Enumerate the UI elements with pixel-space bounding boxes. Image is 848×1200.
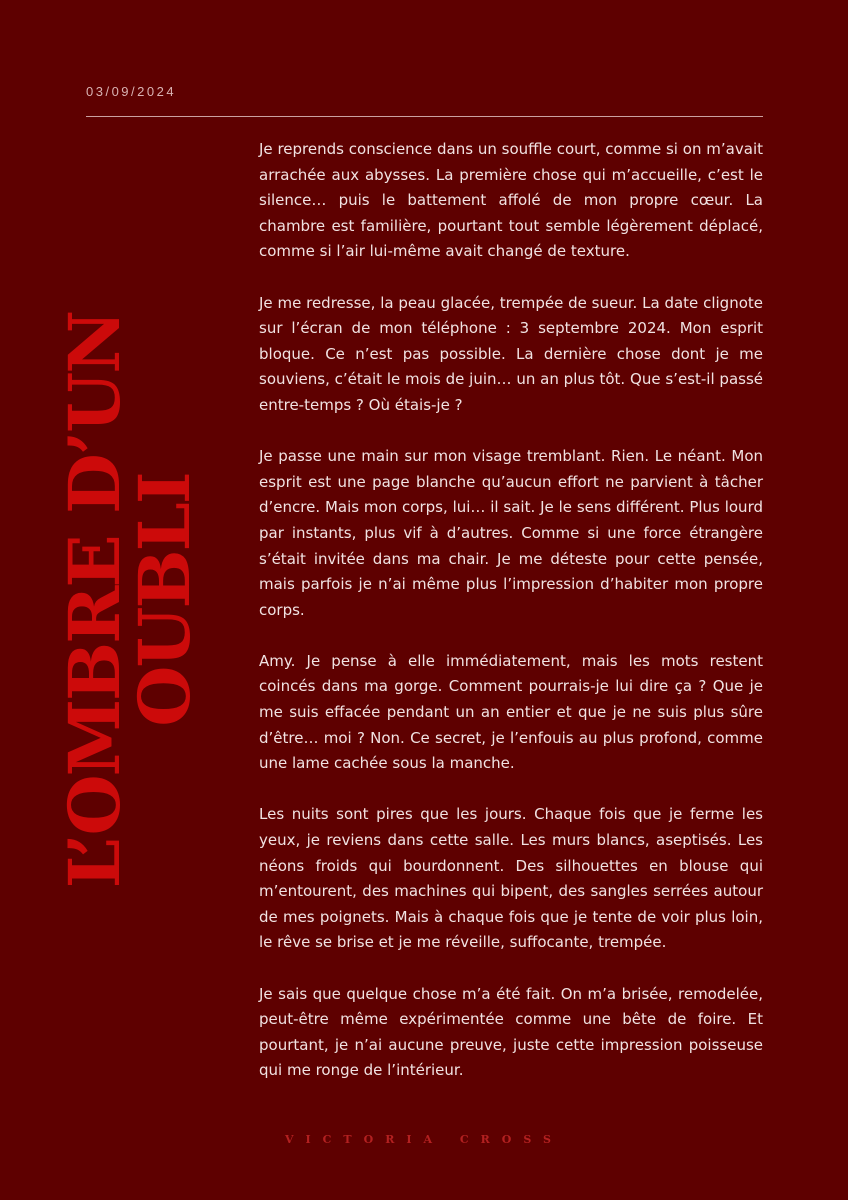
page-title <box>53 311 206 889</box>
story-body <box>259 137 763 1110</box>
title-line-1: L’OMBRE D’UN <box>53 311 136 889</box>
paragraph-2: Je me redresse, la peau glacée, trempée de sueur. La date clignote sur l’écran de mon téléphone : 3 septembre 2024. Mon esprit bloque. Ce n’est pas possible. La dernière chose dont je me souviens, c’était le mois de juin… un an plus tôt. Que s’est-il passé entre-temps ? Où étais-je ? <box>259 293 763 414</box>
title-line-2: OUBLI <box>123 473 206 727</box>
paragraph-5: Les nuits sont pires que les jours. Chaque fois que je ferme les yeux, je reviens dans cette salle. Les murs blancs, aseptisés. Les néons froids qui bourdonnent. Des silhouettes en blouse qui m’entourent, des machines qui bipent, des sangles serrées autour de mes poignets. Mais à chaque fois que je tente de voir plus loin, le rêve se brise et je me réveille, suffocante, trempée. <box>259 805 763 952</box>
date-label: 03/09/2024 <box>86 84 177 99</box>
paragraph-3: Je passe une main sur mon visage tremblant. Rien. Le néant. Mon esprit est une page blanche qu’aucun effort ne parvient à tâcher d’encre. Mais mon corps, lui… il sait. Je le sens différent. Plus lourd par instants, plus vif à d’autres. Comme si une force étrangère s’était invitée dans ma chair. Je me déteste pour cette pensée, mais parfois je n’ai même plus l’impression d’habiter mon propre corps. <box>259 447 763 619</box>
paragraph-6: Je sais que quelque chose m’a été fait. On m’a brisée, remodelée, peut-être même expérimentée comme une bête de foire. Et pourtant, je n’ai aucune preuve, juste cette impression poisseuse qui me ronge de l’intérieur. <box>259 984 763 1080</box>
paragraph-4: Amy. Je pense à elle immédiatement, mais les mots restent coincés dans ma gorge. Comment pourrais-je lui dire ça ? Que je me suis effacée pendant un an entier et que je ne suis plus sûre d’être… moi ? Non. Ce secret, je l’enfouis au plus profond, comme une lame cachée sous la manche. <box>259 651 763 773</box>
header-divider <box>86 116 763 117</box>
author-name: VICTORIA CROSS <box>285 1133 563 1146</box>
paragraph-1: Je reprends conscience dans un souffle court, comme si on m’avait arrachée aux abysses. La première chose qui m’accueille, c’est le silence… puis le battement affolé de mon propre cœur. La chambre est familière, pourtant tout semble légèrement déplacé, comme si l’air lui-même avait changé de texture. <box>259 140 763 261</box>
